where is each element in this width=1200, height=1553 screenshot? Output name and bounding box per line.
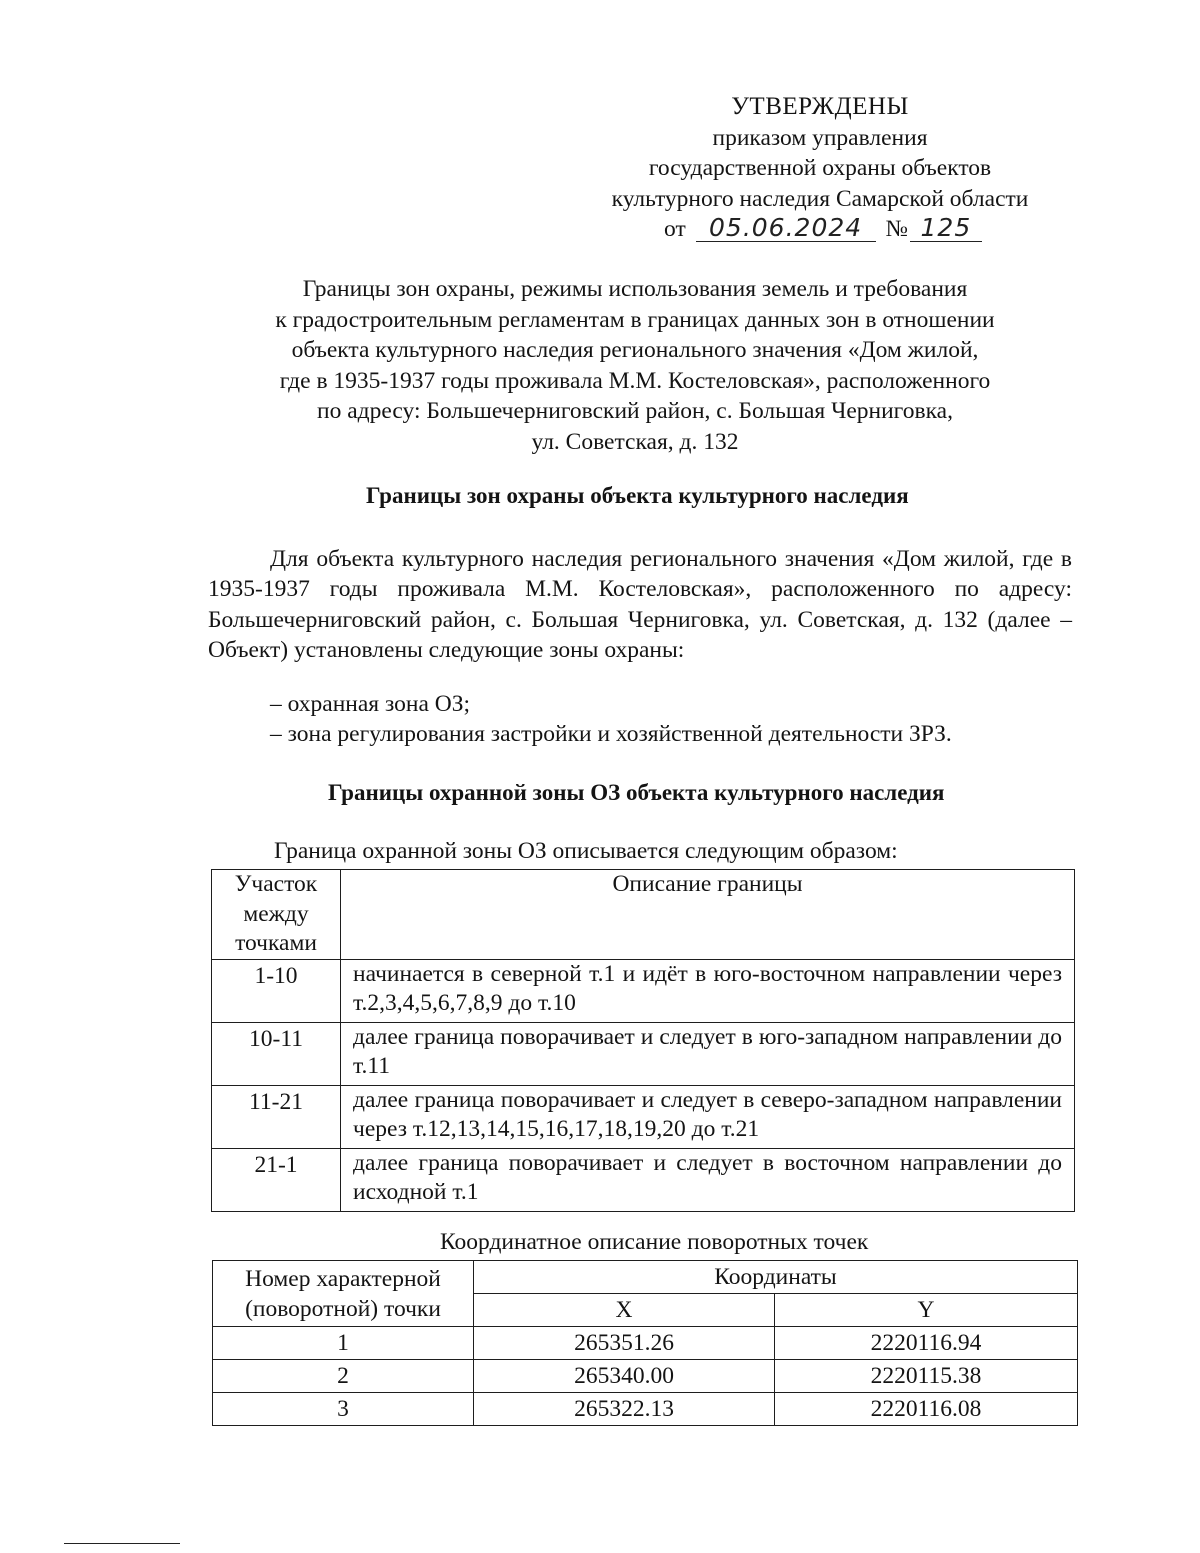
handwritten-date: 05.06.2024 [696,215,876,242]
x-cell: 265322.13 [474,1393,775,1426]
title-line: к градостроительным регламентам в границах данных зон в отношении [275,306,995,333]
title-line: Границы зон охраны, режимы использования земель и требования [302,276,968,302]
zone-list-item: – охранная зона ОЗ; [270,691,471,717]
intro-paragraph: Для объекта культурного наследия регионального значения «Дом жилой, где в 1935-1937 годы проживала М.М. Костеловская», расположенного по адресу: Большечерниговский район, с. Большая Черниговка, ул. Советская, д. 132 (далее – Объект) установлены следующие зоны охраны: [208,546,1072,663]
table-row [212,1148,1075,1211]
title-line: объекта культурного наследия регионального значения «Дом жилой, [291,337,979,363]
y-cell: 2220116.94 [775,1327,1078,1360]
zone-list-item: – зона регулирования застройки и хозяйственной деятельности ЗРЗ. [270,721,952,747]
approval-heading: УТВЕРЖДЕНЫ [731,93,909,120]
date-prefix: от [664,216,686,242]
description-cell: начинается в северной т.1 и идёт в юго-восточном направлении через т.2,3,4,5,6,7,8,9 до т.10 [341,959,1075,1022]
footnote-divider [64,1543,180,1544]
handwritten-number: 125 [910,215,982,242]
number-prefix: № [885,216,908,242]
header-description: Описание границы [341,870,1075,960]
table-row [212,1085,1075,1148]
section-heading-zones: Границы зон охраны объекта культурного наследия [366,483,909,508]
header-y: Y [775,1294,1078,1327]
segment-cell: 21-1 [212,1148,341,1211]
y-cell: 2220116.08 [775,1393,1078,1426]
title-line: по адресу: Большечерниговский район, с. Большая Черниговка, [317,398,953,424]
header-point: Номер характерной (поворотной) точки [213,1261,474,1327]
coords-table-caption: Координатное описание поворотных точек [440,1229,869,1255]
table-row [213,1360,1078,1393]
description-cell: далее граница поворачивает и следует в восточном направлении до исходной т.1 [341,1148,1075,1211]
boundary-table-caption: Граница охранной зоны ОЗ описывается следующим образом: [274,838,898,864]
table-header-row [213,1261,1078,1294]
table-header-row [212,870,1075,960]
approval-line-3: культурного наследия Самарской области [611,185,1029,212]
section-heading-oz: Границы охранной зоны ОЗ объекта культурного наследия [328,780,945,805]
table-row [213,1327,1078,1360]
point-cell: 3 [213,1393,474,1426]
y-cell: 2220115.38 [775,1360,1078,1393]
point-cell: 1 [213,1327,474,1360]
header-x: X [474,1294,775,1327]
x-cell: 265351.26 [474,1327,775,1360]
title-line: где в 1935-1937 годы проживала М.М. Костеловская», расположенного [279,367,991,394]
approval-stamp-block [540,92,1100,245]
description-cell: далее граница поворачивает и следует в северо-западном направлении через т.12,13,14,15,16,17,18,19,20 до т.21 [341,1085,1075,1148]
x-cell: 265340.00 [474,1360,775,1393]
segment-cell: 11-21 [212,1085,341,1148]
point-cell: 2 [213,1360,474,1393]
boundary-table [211,869,1075,1212]
header-segment: Участок между точками [212,870,341,960]
approval-date-line [540,214,1100,245]
approval-line-2: государственной охраны объектов [648,155,992,181]
document-title [160,274,1110,457]
description-cell: далее граница поворачивает и следует в юго-западном направлении до т.11 [341,1022,1075,1085]
segment-cell: 1-10 [212,959,341,1022]
header-coords: Координаты [474,1261,1078,1294]
title-line: ул. Советская, д. 132 [531,428,739,455]
segment-cell: 10-11 [212,1022,341,1085]
table-row [213,1393,1078,1426]
coords-table [212,1260,1078,1426]
table-row [212,959,1075,1022]
approval-line-1: приказом управления [712,124,928,151]
table-row [212,1022,1075,1085]
